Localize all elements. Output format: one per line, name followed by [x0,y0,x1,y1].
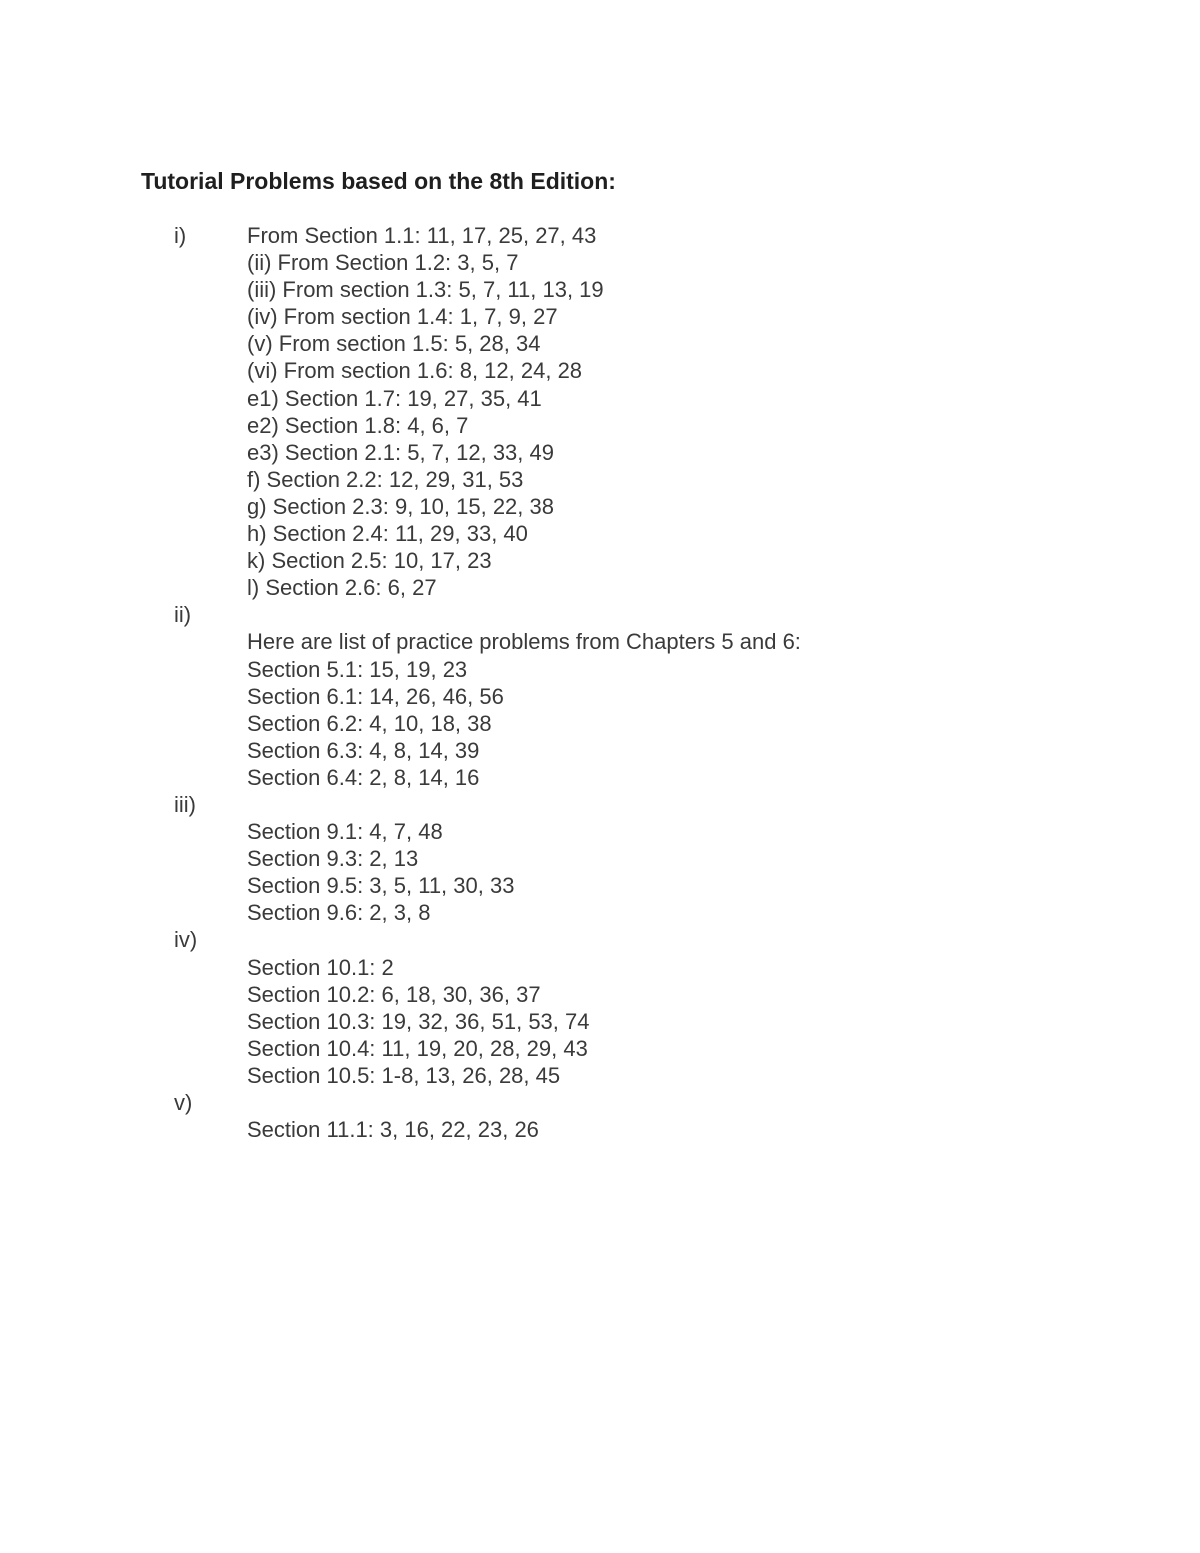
list-item: Section 6.4: 2, 8, 14, 16 [247,764,480,790]
page-title: Tutorial Problems based on the 8th Edition: [141,168,616,194]
group-lines [247,222,1200,601]
list-item: Section 9.5: 3, 5, 11, 30, 33 [247,873,515,899]
list-item: e3) Section 2.1: 5, 7, 12, 33, 49 [247,439,554,465]
list-item: k) Section 2.5: 10, 17, 23 [247,548,492,574]
list-item: Section 10.5: 1-8, 13, 26, 28, 45 [247,1062,561,1088]
list-item: f) Section 2.2: 12, 29, 31, 53 [247,466,524,492]
list-item: Here are list of practice problems from Chapters 5 and 6: [247,629,801,655]
problem-group-v [0,1089,1200,1143]
list-item: Section 10.2: 6, 18, 30, 36, 37 [247,981,541,1007]
list-item: (ii) From Section 1.2: 3, 5, 7 [247,250,519,276]
list-item: From Section 1.1: 11, 17, 25, 27, 43 [247,223,597,248]
list-item: Section 5.1: 15, 19, 23 [247,656,468,682]
list-item: Section 10.4: 11, 19, 20, 28, 29, 43 [247,1035,588,1061]
group-label: i) [174,223,187,248]
list-item: Section 10.3: 19, 32, 36, 51, 53, 74 [247,1008,590,1034]
list-item: l) Section 2.6: 6, 27 [247,575,437,601]
group-lines [247,791,1200,926]
problem-group-iv [0,926,1200,1089]
list-item: g) Section 2.3: 9, 10, 15, 22, 38 [247,493,554,519]
list-item: Section 9.1: 4, 7, 48 [247,819,443,845]
group-label: iv) [174,927,198,953]
list-item: Section 6.3: 4, 8, 14, 39 [247,737,480,763]
list-item: (iv) From section 1.4: 1, 7, 9, 27 [247,304,558,330]
list-item: Section 11.1: 3, 16, 22, 23, 26 [247,1117,539,1143]
list-item: Section 6.2: 4, 10, 18, 38 [247,710,492,736]
list-item: (v) From section 1.5: 5, 28, 34 [247,331,541,357]
list-item: h) Section 2.4: 11, 29, 33, 40 [247,521,528,547]
group-lines [247,926,1200,1089]
problem-group-iii [0,791,1200,926]
problem-group-ii [0,601,1200,791]
list-item: Section 9.6: 2, 3, 8 [247,900,431,926]
group-lines [247,1089,1200,1143]
list-item: e2) Section 1.8: 4, 6, 7 [247,412,469,438]
problem-list [0,222,1200,1143]
list-item: (vi) From section 1.6: 8, 12, 24, 28 [247,358,583,384]
group-label: v) [174,1090,193,1115]
group-label: ii) [174,602,192,628]
problem-group-i [0,222,1200,601]
list-item: Section 10.1: 2 [247,954,394,980]
list-item: e1) Section 1.7: 19, 27, 35, 41 [247,385,542,411]
group-label: iii) [174,791,196,817]
group-lines [247,601,1200,791]
list-item: (iii) From section 1.3: 5, 7, 11, 13, 19 [247,277,604,303]
list-item: Section 9.3: 2, 13 [247,846,419,872]
list-item: Section 6.1: 14, 26, 46, 56 [247,683,504,709]
